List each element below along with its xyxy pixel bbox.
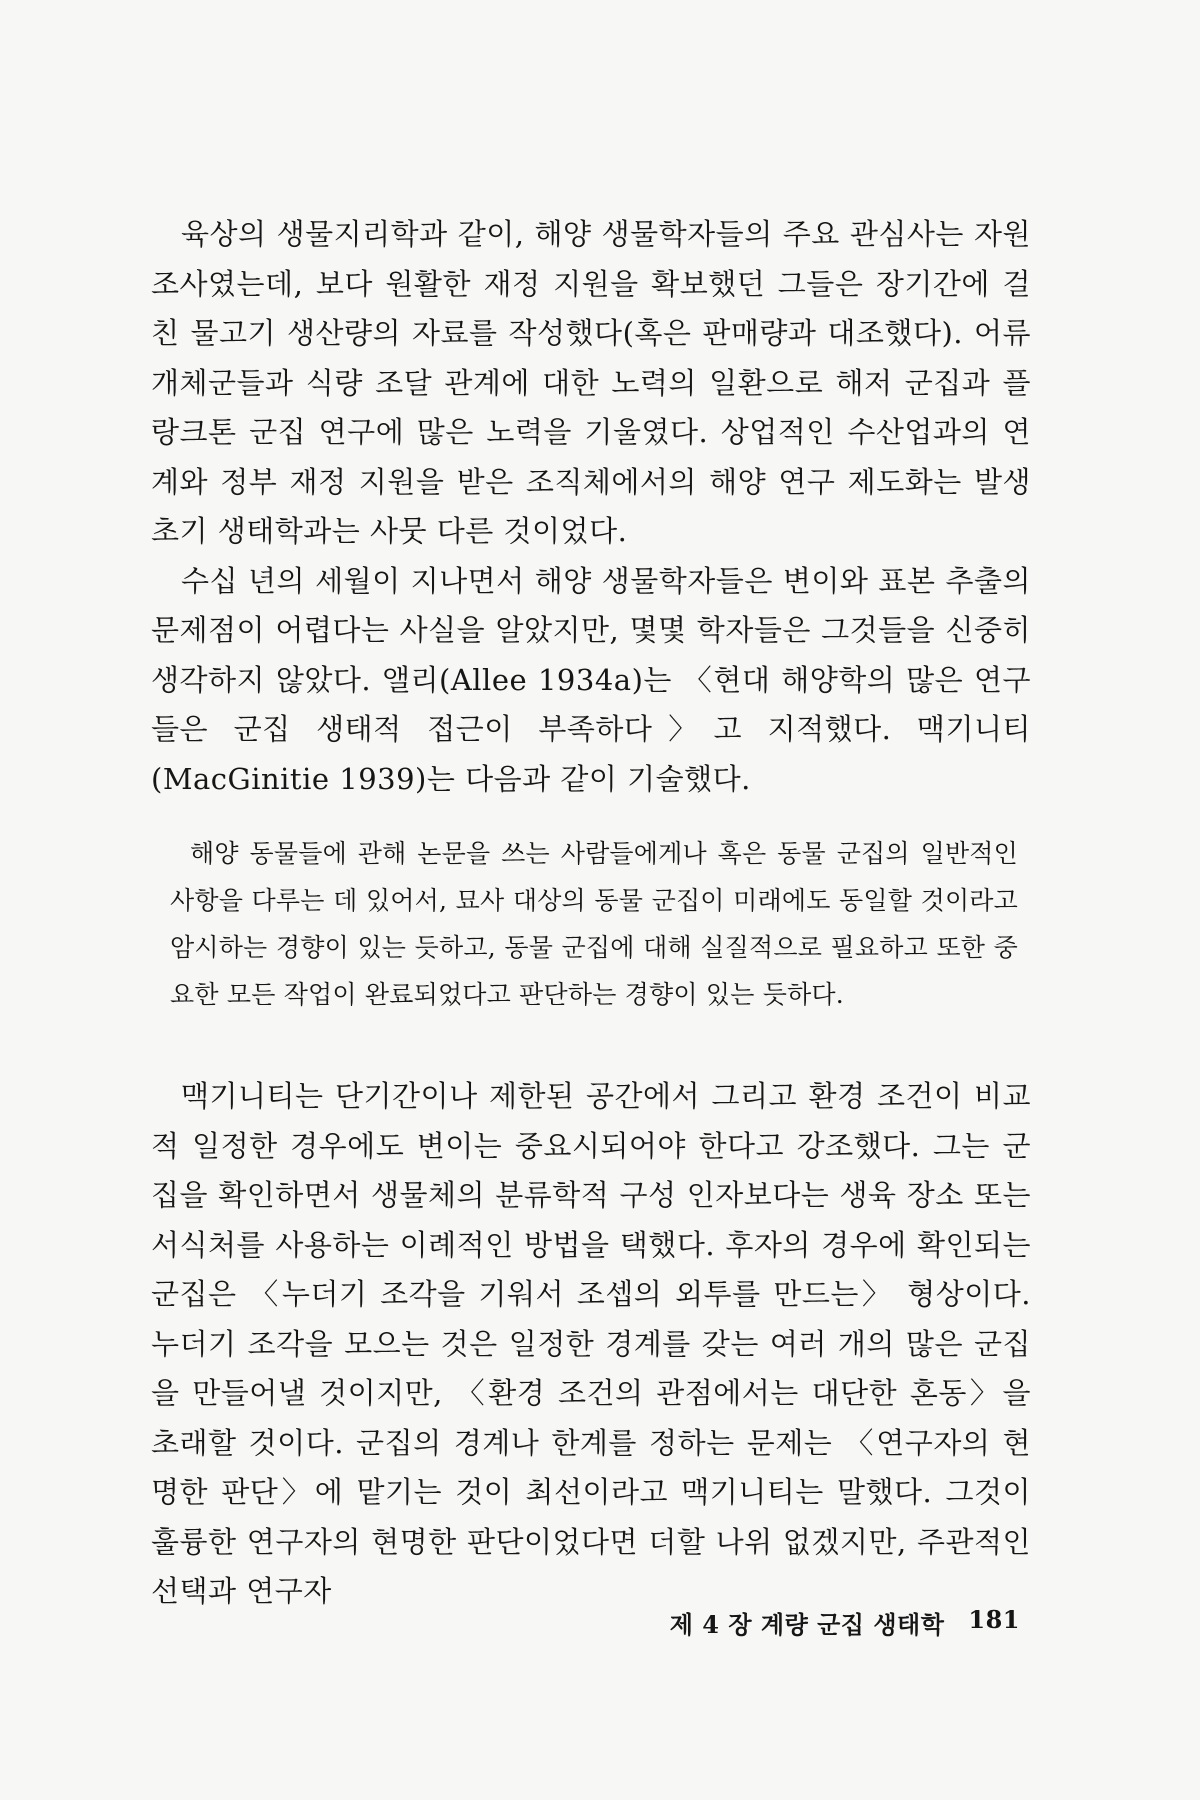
page-footer bbox=[670, 1605, 1020, 1640]
paragraph: 육상의 생물지리학과 같이, 해양 생물학자들의 주요 관심사는 자원 조사였는데, 보다 원활한 재정 지원을 확보했던 그들은 장기간에 걸친 물고기 생산량의 자료를 작성했다(혹은 판매량과 대조했다). 어류 개체군들과 식량 조달 관계에 대한 노력의 일환으로 해저 군집과 플랑크톤 군집 연구에 많은 노력을 기울였다. 상업적인 수산업과의 연계와 정부 재정 지원을 받은 조직체에서의 해양 연구 제도화는 발생 초기 생태학과는 사뭇 다른 것이었다. bbox=[151, 217, 1031, 548]
paragraph: 맥기니티는 단기간이나 제한된 공간에서 그리고 환경 조건이 비교적 일정한 경우에도 변이는 중요시되어야 한다고 강조했다. 그는 군집을 확인하면서 생물체의 분류학적 구성 인자보다는 생육 장소 또는 서식처를 사용하는 이례적인 방법을 택했다. 후자의 경우에 확인되는 군집은 〈누더기 조각을 기워서 조셉의 외투를 만드는〉 형상이다. 누더기 조각을 모으는 것은 일정한 경계를 갖는 여러 개의 많은 군집을 만들어낼 것이지만, 〈환경 조건의 관점에서는 대단한 혼동〉을 초래할 것이다. 군집의 경계나 한계를 정하는 문제는 〈연구자의 현명한 판단〉에 맡기는 것이 최선이라고 맥기니티는 말했다. 그것이 훌륭한 연구자의 현명한 판단이었다면 더할 나위 없겠지만, 주관적인 선택과 연구자 bbox=[151, 1079, 1031, 1608]
page-number: 181 bbox=[968, 1605, 1020, 1634]
body-text-bottom bbox=[151, 1072, 1031, 1617]
body-text-top bbox=[151, 210, 1031, 804]
block-quote bbox=[170, 830, 1018, 1018]
paragraph: 수십 년의 세월이 지나면서 해양 생물학자들은 변이와 표본 추출의 문제점이 어렵다는 사실을 알았지만, 몇몇 학자들은 그것들을 신중히 생각하지 않았다. 앨리(Allee 1934a)는 〈현대 해양학의 많은 연구들은 군집 생태적 접근이 부족하다〉고 지적했다. 맥기니티(MacGinitie 1939)는 다음과 같이 기술했다. bbox=[151, 563, 1031, 796]
running-footer-chapter: 제 4 장 계량 군집 생태학 bbox=[669, 1610, 945, 1639]
quote-text: 해양 동물들에 관해 논문을 쓰는 사람들에게나 혹은 동물 군집의 일반적인 사항을 다루는 데 있어서, 묘사 대상의 동물 군집이 미래에도 동일할 것이라고 암시하는 경향이 있는 듯하고, 동물 군집에 대해 실질적으로 필요하고 또한 중요한 모든 작업이 완료되었다고 판단하는 경향이 있는 듯하다. bbox=[170, 839, 1018, 1009]
